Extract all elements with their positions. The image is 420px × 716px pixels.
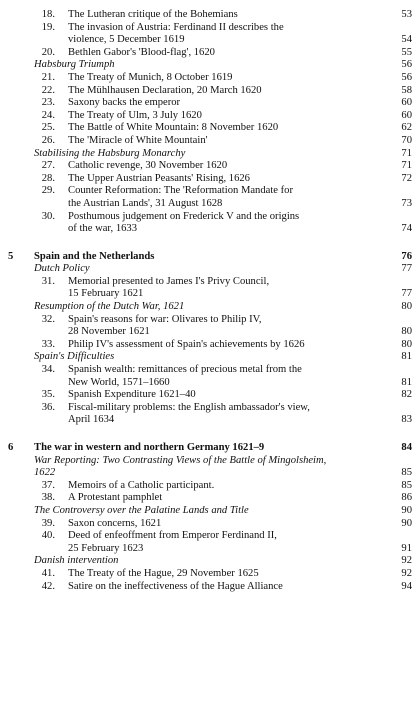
section-title: Spain's Difficulties: [34, 351, 115, 363]
entry-title: Bethlen Gabor's 'Blood-flag', 1620: [68, 46, 215, 58]
page-number: 80: [401, 326, 412, 338]
page-number: 85: [401, 467, 412, 479]
entry-continuation: [0, 288, 420, 301]
document-entry: [0, 185, 420, 198]
page-number: 53: [401, 9, 412, 20]
section-title: 1622: [34, 467, 56, 479]
entry-title: Catholic revenge, 30 November 1620: [68, 160, 228, 172]
entry-continuation: [0, 34, 420, 47]
entry-number: 24.: [41, 109, 55, 121]
page-number: 83: [401, 414, 412, 426]
entry-title: The Treaty of Ulm, 3 July 1620: [68, 109, 202, 121]
page-number: 82: [401, 389, 412, 401]
page-number: 60: [401, 97, 412, 109]
entry-title: violence, 5 December 1619: [68, 34, 185, 46]
section-title: Resumption of the Dutch War, 1621: [34, 301, 185, 313]
document-entry: [0, 135, 420, 148]
entry-title: of the war, 1633: [68, 223, 138, 235]
entry-number: 25.: [41, 122, 55, 134]
entry-title: The Treaty of Munich, 8 October 1619: [68, 71, 233, 83]
section-title: The Controversy over the Palatine Lands and Title: [34, 504, 249, 516]
entry-number: 29.: [41, 185, 55, 197]
page-number: 77: [401, 263, 412, 275]
document-entry: [0, 492, 420, 505]
entry-number: 38.: [41, 492, 55, 504]
page-number: 81: [401, 351, 412, 363]
entry-title: Spanish Expenditure 1621–40: [68, 389, 196, 401]
entry-continuation: [0, 543, 420, 556]
entry-number: 32.: [41, 313, 55, 325]
entry-title: The Mühlhausen Declaration, 20 March 1620: [68, 84, 262, 96]
entry-number: 22.: [41, 84, 55, 96]
document-entry: [0, 402, 420, 415]
entry-title: 28 November 1621: [68, 326, 150, 338]
entry-number: 27.: [41, 160, 55, 172]
document-entry: [0, 211, 420, 224]
entry-number: 21.: [41, 71, 55, 83]
document-entry: [0, 97, 420, 110]
section-title: Dutch Policy: [34, 263, 90, 275]
section-title: Danish intervention: [34, 555, 119, 567]
entry-title: 25 February 1623: [68, 542, 144, 554]
section-title: Habsburg Triumph: [34, 59, 115, 71]
page-number: 80: [401, 301, 412, 313]
chapter-title: Spain and the Netherlands: [34, 250, 155, 262]
document-entry: [0, 22, 420, 35]
entry-number: 26.: [41, 134, 55, 146]
entry-number: 36.: [41, 401, 55, 413]
section-heading: [0, 148, 420, 161]
chapter-title: The war in western and northern Germany 1621–9: [34, 442, 265, 453]
chapter-heading: [0, 251, 420, 264]
entry-number: 41.: [41, 567, 55, 579]
entry-number: 33.: [41, 338, 55, 350]
entry-title: The Lutheran critique of the Bohemians: [68, 9, 238, 20]
document-entry: [0, 9, 420, 22]
section-gap: [0, 236, 420, 251]
page-number: 74: [401, 223, 412, 235]
page-number: 55: [401, 46, 412, 58]
document-entry: [0, 581, 420, 594]
entry-number: 42.: [41, 580, 55, 592]
section-heading: [0, 455, 420, 468]
document-entry: [0, 530, 420, 543]
entry-title: New World, 1571–1660: [68, 376, 170, 388]
document-entry: [0, 110, 420, 123]
entry-title: April 1634: [68, 414, 115, 426]
entry-title: The invasion of Austria: Ferdinand II describes the: [68, 21, 284, 33]
entry-number: 19.: [41, 21, 55, 33]
entry-title: Philip IV's assessment of Spain's achievements by 1626: [68, 338, 305, 350]
entry-title: Posthumous judgement on Frederick V and the origins: [68, 210, 300, 222]
entry-title: Saxony backs the emperor: [68, 97, 181, 109]
page-number: 85: [401, 479, 412, 491]
entry-number: 31.: [41, 275, 55, 287]
document-entry: [0, 276, 420, 289]
entry-title: The 'Miracle of White Mountain': [68, 134, 208, 146]
page-number: 92: [401, 567, 412, 579]
section-heading: [0, 467, 420, 480]
page-number: 86: [401, 492, 412, 504]
page-number: 72: [401, 172, 412, 184]
entry-number: 20.: [41, 46, 55, 58]
entry-title: Counter Reformation: The 'Reformation Mandate for: [68, 185, 294, 197]
entry-number: 30.: [41, 210, 55, 222]
entry-number: 23.: [41, 97, 55, 109]
entry-title: Memorial presented to James I's Privy Council,: [68, 275, 270, 287]
entry-title: Spanish wealth: remittances of precious metal from the: [68, 364, 302, 376]
document-entry: [0, 72, 420, 85]
page-number: 58: [401, 84, 412, 96]
chapter-number: 6: [8, 442, 14, 453]
entry-continuation: [0, 223, 420, 236]
document-entry: [0, 364, 420, 377]
document-entry: [0, 85, 420, 98]
entry-number: 18.: [41, 9, 55, 20]
entry-continuation: [0, 414, 420, 427]
table-of-contents: [0, 9, 420, 593]
entry-title: The Battle of White Mountain: 8 November 1620: [68, 122, 279, 134]
page-number: 81: [401, 376, 412, 388]
page-number: 90: [401, 504, 412, 516]
section-title: Stabilising the Habsburg Monarchy: [34, 147, 186, 159]
document-entry: [0, 122, 420, 135]
page-number: 91: [401, 542, 412, 554]
entry-number: 37.: [41, 479, 55, 491]
page-number: 62: [401, 122, 412, 134]
entry-title: The Treaty of the Hague, 29 November 1625: [68, 567, 259, 579]
document-entry: [0, 389, 420, 402]
document-entry: [0, 47, 420, 60]
entry-title: the Austrian Lands', 31 August 1628: [68, 197, 223, 209]
page-number: 76: [401, 250, 412, 262]
entry-continuation: [0, 377, 420, 390]
entry-number: 28.: [41, 172, 55, 184]
page-number: 94: [401, 580, 412, 592]
page-number: 60: [401, 109, 412, 121]
entry-title: Deed of enfeoffment from Emperor Ferdinand II,: [68, 530, 277, 542]
section-heading: [0, 505, 420, 518]
entry-title: Spain's reasons for war: Olivares to Philip IV,: [68, 313, 262, 325]
section-heading: [0, 301, 420, 314]
entry-title: The Upper Austrian Peasants' Rising, 1626: [68, 172, 250, 184]
page-number: 54: [401, 34, 412, 46]
page-number: 92: [401, 555, 412, 567]
page-number: 56: [401, 59, 412, 71]
page-number: 84: [401, 442, 412, 453]
entry-number: 40.: [41, 530, 55, 542]
section-heading: [0, 351, 420, 364]
document-entry: [0, 160, 420, 173]
chapter-number: 5: [8, 250, 14, 262]
document-entry: [0, 518, 420, 531]
document-entry: [0, 314, 420, 327]
page-number: 71: [401, 160, 412, 172]
entry-title: Fiscal-military problems: the English ambassador's view,: [68, 401, 310, 413]
page-number: 70: [401, 134, 412, 146]
entry-title: Memoirs of a Catholic participant.: [68, 479, 215, 491]
entry-number: 35.: [41, 389, 55, 401]
page-number: 56: [401, 71, 412, 83]
section-title: War Reporting: Two Contrasting Views of the Battle of Mingolsheim,: [34, 454, 327, 466]
section-heading: [0, 59, 420, 72]
page-number: 90: [401, 517, 412, 529]
entry-number: 39.: [41, 517, 55, 529]
page-number: 71: [401, 147, 412, 159]
entry-number: 34.: [41, 364, 55, 376]
document-entry: [0, 568, 420, 581]
document-entry: [0, 173, 420, 186]
document-entry: [0, 339, 420, 352]
entry-title: 15 February 1621: [68, 288, 144, 300]
entry-title: Saxon concerns, 1621: [68, 517, 162, 529]
document-entry: [0, 480, 420, 493]
entry-title: Satire on the ineffectiveness of the Hague Alliance: [68, 580, 283, 592]
chapter-heading: [0, 442, 420, 455]
entry-continuation: [0, 198, 420, 211]
page-number: 73: [401, 197, 412, 209]
section-gap: [0, 427, 420, 442]
section-heading: [0, 263, 420, 276]
page-number: 77: [401, 288, 412, 300]
section-heading: [0, 555, 420, 568]
entry-title: A Protestant pamphlet: [68, 492, 163, 504]
page-number: 80: [401, 338, 412, 350]
entry-continuation: [0, 326, 420, 339]
